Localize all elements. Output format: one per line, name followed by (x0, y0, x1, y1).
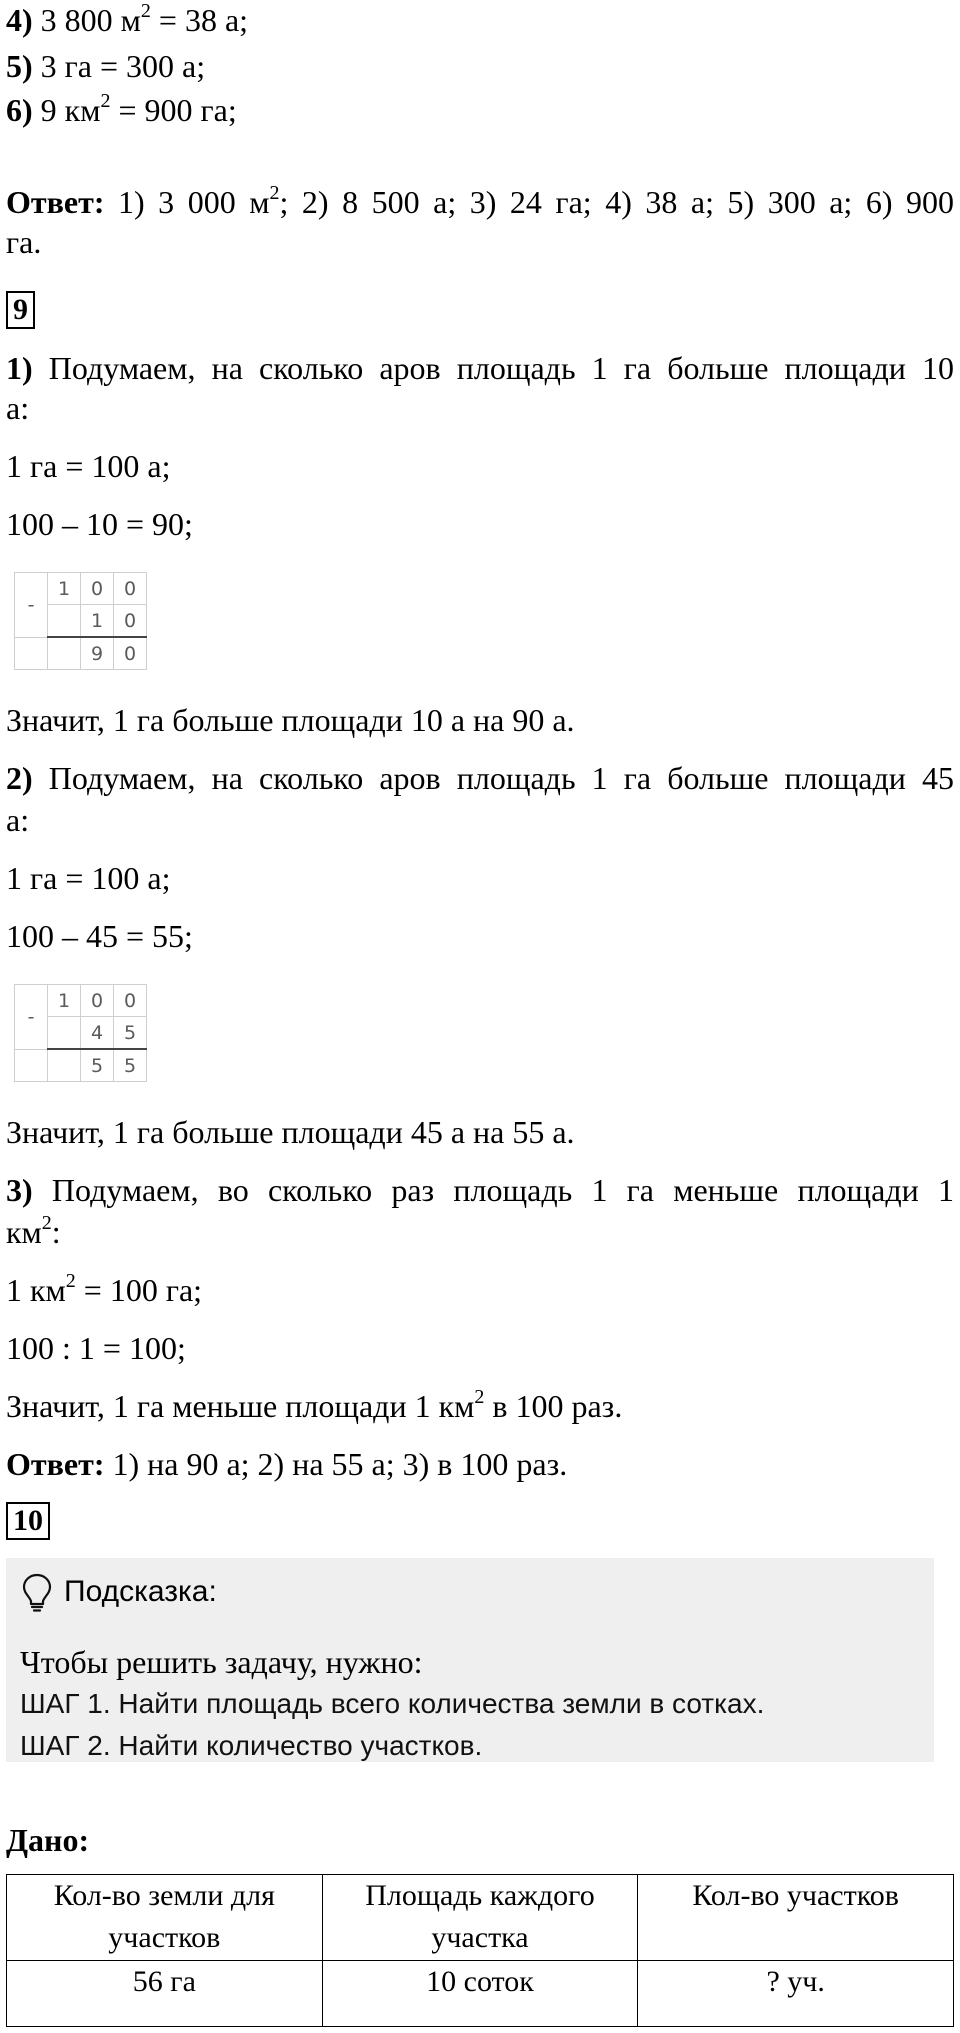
line-text: 3 800 м (40, 2, 141, 38)
question-text: Подумаем, на сколько аров площадь 1 га больше площади 45 (48, 760, 955, 796)
digit: 1 (48, 573, 81, 605)
equation: 1 га = 100 а; (6, 860, 171, 896)
superscript: 2 (269, 182, 280, 204)
item-number: 6) (6, 92, 33, 128)
table-cell: ? уч. (638, 1961, 954, 2027)
step-label: ШАГ 1. (20, 1688, 111, 1719)
equation: 100 : 1 = 100; (6, 1330, 186, 1366)
table-row (7, 1961, 954, 2027)
superscript: 2 (474, 1386, 485, 1408)
part-number: 1) (6, 350, 33, 386)
text: = 100 га; (75, 1272, 203, 1308)
text: в 100 раз. (484, 1388, 623, 1424)
line-6 (6, 90, 237, 130)
part-number: 3) (6, 1172, 33, 1208)
digit: 5 (81, 1049, 114, 1082)
digit: 1 (81, 605, 114, 638)
question-text: Подумаем, во сколько раз площадь 1 га меньше площади 1 (51, 1172, 954, 1208)
answer-label: Ответ: (6, 184, 105, 220)
answer-line-1 (6, 182, 954, 222)
answer-text: 1) на 90 а; 2) на 55 а; 3) в 100 раз. (104, 1446, 568, 1482)
hint-step-2 (20, 1726, 482, 1766)
answer-block-1 (6, 182, 954, 222)
minus-sign: - (15, 985, 48, 1050)
digit: 5 (114, 1017, 147, 1050)
superscript: 2 (100, 90, 111, 112)
part-number: 2) (6, 760, 33, 796)
digit (48, 637, 81, 670)
digit: 0 (81, 573, 114, 605)
answer-text: ; 2) 8 500 а; 3) 24 га; 4) 38 а; 5) 300 а; 6) 900 (279, 184, 955, 220)
equation: 100 – 45 = 55; (6, 918, 193, 954)
table-header: Площадь каждого участка (322, 1875, 638, 1961)
step-text: Найти количество участков. (110, 1730, 483, 1761)
digit (48, 1017, 81, 1050)
table-header: Кол-во земли для участков (7, 1875, 323, 1961)
table-cell: 10 соток (322, 1961, 638, 2027)
question-continuation: а: (6, 390, 30, 426)
given-label-text: Дано: (6, 1822, 90, 1858)
digit: 4 (81, 1017, 114, 1050)
digit: 5 (114, 1049, 147, 1082)
digit: 0 (114, 605, 147, 638)
digit: 0 (114, 637, 147, 670)
column-subtraction-1 (14, 572, 147, 670)
question-continuation (6, 1212, 61, 1252)
digit: 0 (114, 573, 147, 605)
answer-line-2: га. (6, 224, 42, 260)
question-text: Подумаем, на сколько аров площадь 1 га больше площади 10 (48, 350, 955, 386)
item-number: 4) (6, 2, 33, 38)
part3-question (6, 1170, 954, 1210)
equation: 1 га = 100 а; (6, 448, 171, 484)
conclusion (6, 1386, 622, 1426)
line-text: 9 км (40, 92, 101, 128)
given-label (6, 1820, 89, 1860)
hint-title (20, 1572, 217, 1612)
digit: 9 (81, 637, 114, 670)
superscript: 2 (65, 1270, 76, 1292)
line-text: 3 га = 300 а; (40, 48, 206, 84)
item-number: 5) (6, 48, 33, 84)
table-header: Кол-во участков (638, 1875, 954, 1961)
step-text: Найти площадь всего количества земли в сотках. (110, 1688, 765, 1719)
text: : (51, 1214, 61, 1250)
text: км (6, 1214, 42, 1250)
task-number-10: 10 (6, 1502, 50, 1540)
empty-cell (15, 1049, 48, 1082)
table-cell: 56 га (7, 1961, 323, 2027)
answer-block-2 (6, 1444, 567, 1484)
part2-question (6, 758, 954, 798)
hint-title-text: Подсказка: (64, 1575, 217, 1608)
digit (48, 1049, 81, 1082)
equation: 100 – 10 = 90; (6, 506, 193, 542)
digit: 0 (114, 985, 147, 1017)
hint-box (6, 1558, 934, 1762)
answer-text: 1) 3 000 м (118, 184, 270, 220)
minus-sign: - (15, 573, 48, 638)
line-4 (6, 0, 248, 40)
text: 1 км (6, 1272, 66, 1308)
line-5 (6, 46, 205, 86)
conclusion: Значит, 1 га больше площади 10 а на 90 а. (6, 702, 575, 738)
empty-cell (15, 637, 48, 670)
column-subtraction-2 (14, 984, 147, 1082)
question-continuation: а: (6, 802, 30, 838)
equation (6, 1270, 202, 1310)
lightbulb-icon (20, 1572, 54, 1612)
hint-intro: Чтобы решить задачу, нужно: (20, 1644, 423, 1680)
text: Значит, 1 га меньше площади 1 км (6, 1388, 475, 1424)
line-text: = 900 га; (110, 92, 237, 128)
task-number-9: 9 (6, 291, 35, 329)
digit (48, 605, 81, 638)
step-label: ШАГ 2. (20, 1730, 111, 1761)
answer-label: Ответ: (6, 1446, 105, 1482)
part1-question (6, 348, 954, 388)
superscript: 2 (41, 1212, 52, 1234)
conclusion: Значит, 1 га больше площади 45 а на 55 а. (6, 1114, 575, 1150)
given-table (6, 1874, 954, 2027)
digit: 0 (81, 985, 114, 1017)
line-text: = 38 а; (150, 2, 249, 38)
digit: 1 (48, 985, 81, 1017)
hint-step-1 (20, 1684, 764, 1724)
superscript: 2 (140, 0, 151, 22)
table-header-row (7, 1875, 954, 1961)
